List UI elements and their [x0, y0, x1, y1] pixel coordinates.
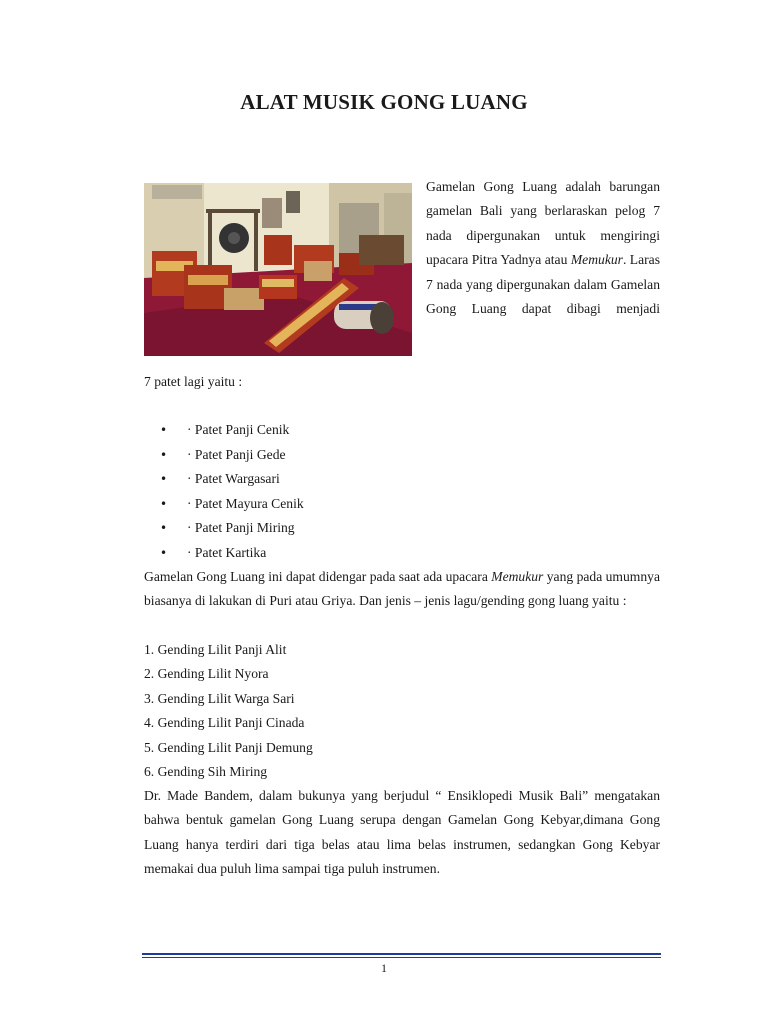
- paragraph1-text-1: Gamelan Gong Luang ini dapat didengar pada saat ada upacara: [144, 569, 492, 584]
- paragraph-memukur: [144, 565, 660, 614]
- footer-rule-thin: [142, 957, 661, 958]
- list-item: • · Patet Panji Gede: [160, 443, 304, 468]
- paragraph1-italic-term: Memukur: [491, 569, 544, 584]
- list-item: • · Patet Panji Cenik: [160, 418, 304, 443]
- page-title: ALAT MUSIK GONG LUANG: [240, 90, 528, 114]
- patet-list: [160, 418, 304, 565]
- list-item: • · Patet Wargasari: [160, 467, 304, 492]
- list-item: • · Patet Kartika: [160, 541, 304, 566]
- intro-paragraph: [426, 175, 660, 321]
- list-item: 5. Gending Lilit Panji Demung: [144, 739, 313, 755]
- list-item: • · Patet Panji Miring: [160, 516, 304, 541]
- intro-text-2: . Laras 7 nada yang dipergunakan dalam Gamelan Gong Luang dapat dibagi menjadi: [426, 252, 660, 317]
- gending-list: [144, 638, 313, 784]
- intro-continuation: 7 patet lagi yaitu :: [144, 374, 243, 389]
- list-item: 3. Gending Lilit Warga Sari: [144, 690, 295, 706]
- list-item: 4. Gending Lilit Panji Cinada: [144, 715, 305, 731]
- footer-rule: [142, 953, 661, 955]
- intro-text-1: Gamelan Gong Luang adalah barungan gamelan Bali yang berlaraskan pelog 7 nada dipergunakan untuk mengiringi upacara Pitra Yadnya atau: [426, 179, 660, 268]
- list-item: 2. Gending Lilit Nyora: [144, 666, 269, 682]
- gamelan-photo: [144, 183, 412, 356]
- paragraph1-text-2: yang pada umumnya biasanya di lakukan di Puri atau Griya. Dan jenis – jenis lagu/gending gong luang yaitu :: [144, 569, 660, 609]
- intro-italic-term: Memukur: [570, 252, 623, 268]
- list-item: • · Patet Mayura Cenik: [160, 492, 304, 517]
- paragraph-bandem: Dr. Made Bandem, dalam bukunya yang berjudul “ Ensiklopedi Musik Bali” mengatakan bahwa bentuk gamelan Gong Luang serupa dengan Gamelan Gong Kebyar,dimana Gong Luang hanya terdiri dari tiga belas atau lima belas instrumen, sedangkan Gong Kebyar memakai dua puluh lima sampai tiga puluh instrumen.: [144, 788, 660, 877]
- page-number: 1: [381, 961, 387, 975]
- list-item: 1. Gending Lilit Panji Alit: [144, 642, 287, 657]
- list-item: 6. Gending Sih Miring: [144, 764, 268, 780]
